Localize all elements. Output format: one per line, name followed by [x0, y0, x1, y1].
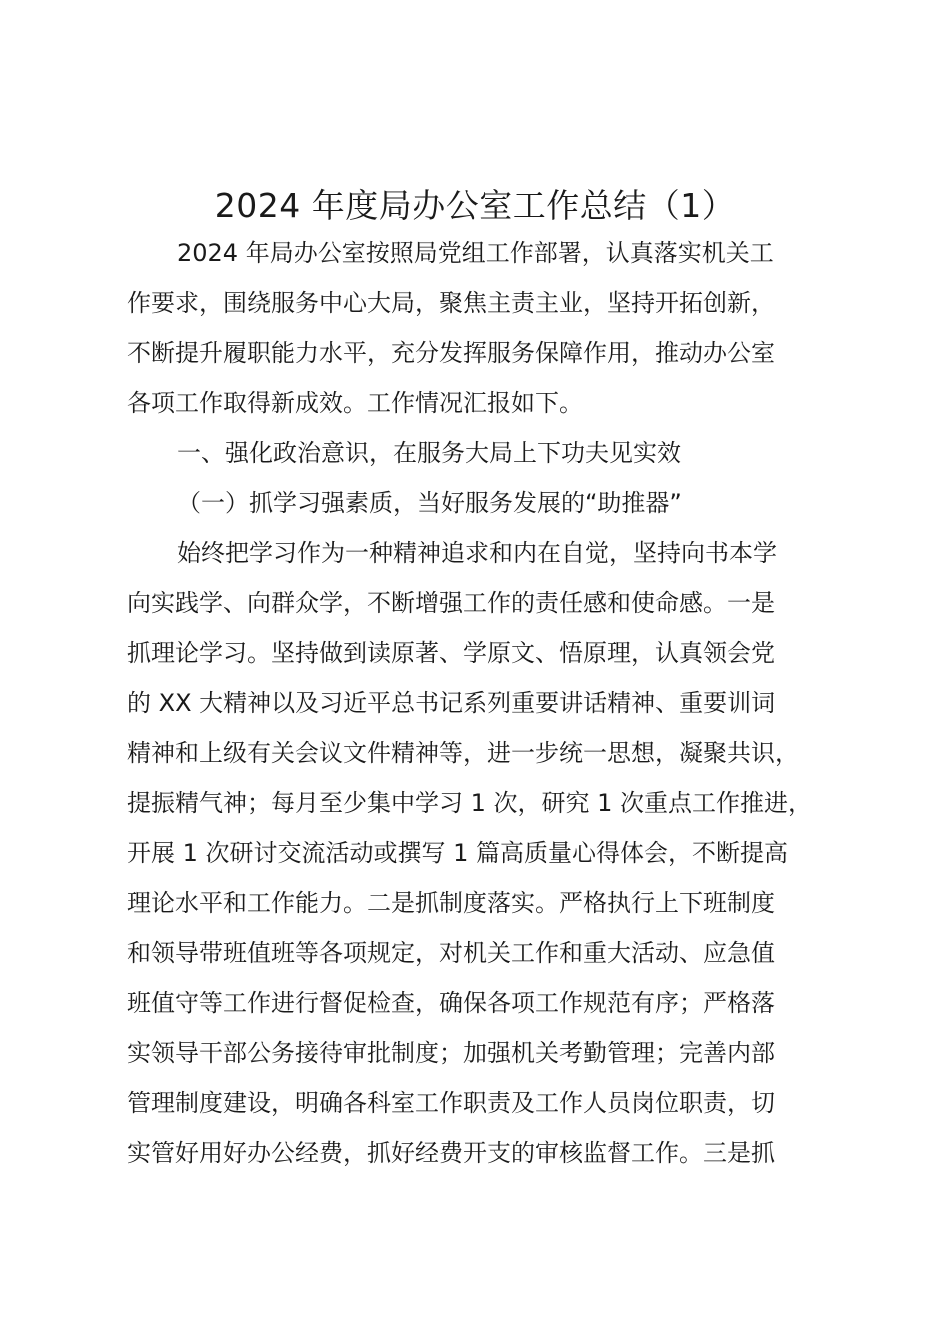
paragraph-line: 抓理论学习。坚持做到读原著、学原文、悟原理，认真领会党 — [127, 639, 775, 667]
paragraph-line: 管理制度建设，明确各科室工作职责及工作人员岗位职责，切 — [127, 1089, 775, 1117]
paragraph-line: 不断提升履职能力水平，充分发挥服务保障作用，推动办公室 — [127, 339, 775, 367]
paragraph-line: 实领导干部公务接待审批制度；加强机关考勤管理；完善内部 — [127, 1039, 775, 1067]
paragraph-line: 2024 年局办公室按照局党组工作部署，认真落实机关工 — [177, 239, 774, 267]
subsection-heading: （一）抓学习强素质，当好服务发展的“助推器” — [177, 489, 682, 517]
paragraph-line: 提振精气神；每月至少集中学习 1 次，研究 1 次重点工作推进， — [127, 789, 813, 817]
section-heading: 一、强化政治意识，在服务大局上下功夫见实效 — [177, 439, 681, 467]
paragraph-line: 各项工作取得新成效。工作情况汇报如下。 — [127, 389, 583, 417]
paragraph-line: 开展 1 次研讨交流活动或撰写 1 篇高质量心得体会，不断提高 — [127, 839, 789, 867]
paragraph-line: 和领导带班值班等各项规定，对机关工作和重大活动、应急值 — [127, 939, 775, 967]
paragraph-line: 实管好用好办公经费，抓好经费开支的审核监督工作。三是抓 — [127, 1139, 775, 1167]
document-title: 2024 年度局办公室工作总结（1） — [214, 186, 736, 225]
paragraph-line: 的 XX 大精神以及习近平总书记系列重要讲话精神、重要训词 — [127, 689, 776, 717]
paragraph-line: 理论水平和工作能力。二是抓制度落实。严格执行上下班制度 — [127, 889, 775, 917]
paragraph-line: 始终把学习作为一种精神追求和内在自觉，坚持向书本学 — [177, 539, 777, 567]
paragraph-line: 向实践学、向群众学，不断增强工作的责任感和使命感。一是 — [127, 589, 775, 617]
paragraph-line: 班值守等工作进行督促检查，确保各项工作规范有序；严格落 — [127, 989, 775, 1017]
paragraph-line: 精神和上级有关会议文件精神等，进一步统一思想，凝聚共识， — [127, 739, 799, 767]
paragraph-line: 作要求，围绕服务中心大局，聚焦主责主业，坚持开拓创新， — [127, 289, 775, 317]
